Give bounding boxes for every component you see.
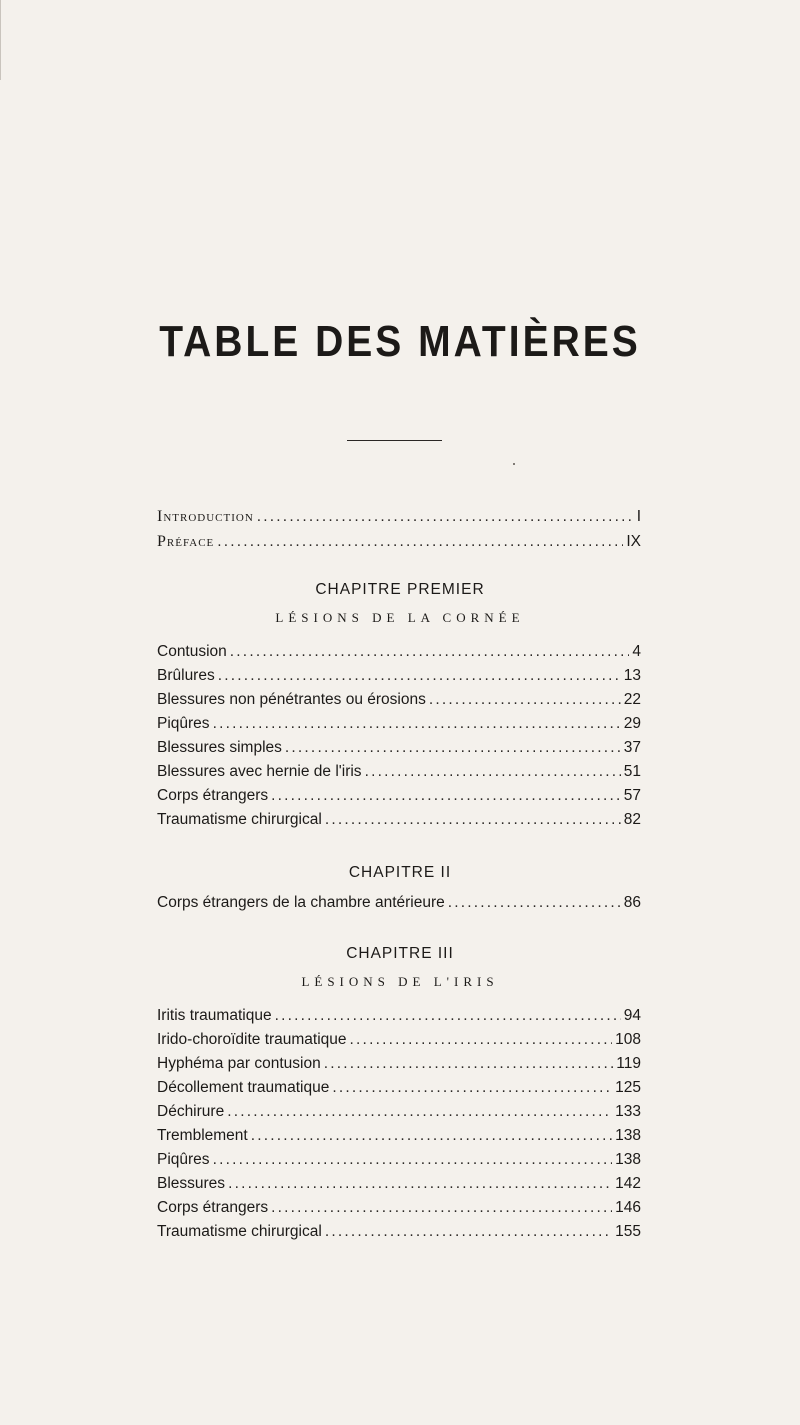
toc-entry-page: IX bbox=[626, 533, 641, 550]
toc-entry[interactable] bbox=[157, 892, 641, 914]
toc-entry-label: Blessures avec hernie de l'iris bbox=[157, 763, 362, 780]
toc-entry-label: Hyphéma par contusion bbox=[157, 1055, 321, 1072]
toc-entry-label: Préface bbox=[157, 533, 215, 550]
toc-entry[interactable] bbox=[157, 1197, 641, 1219]
toc-entry-label: Piqûres bbox=[157, 715, 210, 732]
toc-entry-page: 133 bbox=[615, 1103, 641, 1120]
toc-entry-label: Corps étrangers bbox=[157, 787, 269, 804]
toc-entry[interactable] bbox=[157, 1005, 641, 1027]
dot-leader bbox=[285, 737, 621, 759]
toc-entry[interactable] bbox=[157, 1101, 641, 1123]
toc-entry[interactable] bbox=[157, 1029, 641, 1051]
toc-entry-page: 37 bbox=[623, 739, 641, 756]
toc-entry-page: 29 bbox=[623, 715, 641, 732]
dot-leader bbox=[213, 1149, 613, 1171]
toc-entry[interactable] bbox=[157, 1173, 641, 1195]
toc-entry[interactable] bbox=[157, 809, 641, 831]
toc-entry-label: Blessures non pénétrantes ou érosions bbox=[157, 691, 426, 708]
toc-entry-page: 51 bbox=[623, 763, 641, 780]
dot-leader bbox=[325, 1221, 612, 1243]
toc-entry-label: Piqûres bbox=[157, 1151, 210, 1168]
dot-leader bbox=[213, 713, 621, 735]
toc-entry-introduction[interactable] bbox=[157, 506, 641, 528]
dot-leader bbox=[227, 1101, 612, 1123]
chapter-heading: CHAPITRE II bbox=[348, 864, 452, 881]
toc-entry[interactable] bbox=[157, 785, 641, 807]
toc-entry-page: 138 bbox=[615, 1127, 641, 1144]
toc-entry[interactable] bbox=[157, 1149, 641, 1171]
toc-entry-label: Tremblement bbox=[157, 1127, 248, 1144]
dot-leader bbox=[350, 1029, 613, 1051]
dot-leader bbox=[218, 665, 621, 687]
dot-leader bbox=[230, 641, 630, 663]
toc-entry-label: Brûlures bbox=[157, 667, 215, 684]
chapter-heading: CHAPITRE III bbox=[346, 945, 454, 962]
toc-entry[interactable] bbox=[157, 737, 641, 759]
chapter-subtitle: LÉSIONS DE LA CORNÉE bbox=[275, 610, 525, 625]
page-title: TABLE DES MATIÈRES bbox=[159, 318, 641, 367]
dot-leader bbox=[217, 531, 623, 553]
dot-leader bbox=[429, 689, 621, 711]
toc-entry-page: 138 bbox=[615, 1151, 641, 1168]
dot-leader bbox=[271, 1197, 612, 1219]
toc-entry-page: 13 bbox=[623, 667, 641, 684]
dot-leader bbox=[448, 892, 621, 914]
toc-entry-label: Traumatisme chirurgical bbox=[157, 811, 322, 828]
toc-entry[interactable] bbox=[157, 713, 641, 735]
toc-entry-page: 82 bbox=[623, 811, 641, 828]
dot-leader bbox=[257, 506, 634, 528]
toc-entry-page: I bbox=[636, 508, 641, 525]
toc-entry-page: 86 bbox=[623, 894, 641, 911]
toc-entry-label: Déchirure bbox=[157, 1103, 225, 1120]
toc-entry[interactable] bbox=[157, 689, 641, 711]
toc-entry-label: Iritis traumatique bbox=[157, 1007, 272, 1024]
dot-leader bbox=[325, 809, 621, 831]
toc-entry-label: Contusion bbox=[157, 643, 227, 660]
toc-entry-preface[interactable] bbox=[157, 531, 641, 553]
dot-leader bbox=[271, 785, 621, 807]
print-speck bbox=[513, 463, 515, 465]
toc-entry-page: 108 bbox=[615, 1031, 641, 1048]
toc-entry-page: 22 bbox=[623, 691, 641, 708]
toc-entry-page: 4 bbox=[632, 643, 641, 660]
dot-leader bbox=[332, 1077, 612, 1099]
toc-entry-page: 146 bbox=[615, 1199, 641, 1216]
dot-leader bbox=[275, 1005, 621, 1027]
toc-entry-label: Corps étrangers de la chambre antérieure bbox=[157, 894, 445, 911]
toc-entry-page: 119 bbox=[616, 1055, 641, 1072]
title-divider bbox=[347, 440, 442, 441]
toc-entry-label: Irido-choroïdite traumatique bbox=[157, 1031, 347, 1048]
dot-leader bbox=[365, 761, 621, 783]
toc-entry-label: Traumatisme chirurgical bbox=[157, 1223, 322, 1240]
toc-entry-label: Corps étrangers bbox=[157, 1199, 269, 1216]
toc-entry-page: 94 bbox=[623, 1007, 641, 1024]
toc-entry-label: Blessures bbox=[157, 1175, 226, 1192]
toc-entry[interactable] bbox=[157, 1125, 641, 1147]
toc-entry[interactable] bbox=[157, 665, 641, 687]
chapter-subtitle: LÉSIONS DE L'IRIS bbox=[301, 974, 499, 989]
dot-leader bbox=[228, 1173, 612, 1195]
toc-entry-label: Blessures simples bbox=[157, 739, 282, 756]
toc-entry-page: 57 bbox=[623, 787, 641, 804]
toc-entry[interactable] bbox=[157, 761, 641, 783]
toc-entry[interactable] bbox=[157, 641, 641, 663]
toc-entry-page: 155 bbox=[615, 1223, 641, 1240]
page-edge-mark bbox=[0, 0, 1, 80]
dot-leader bbox=[251, 1125, 612, 1147]
toc-entry[interactable] bbox=[157, 1053, 641, 1075]
toc-entry[interactable] bbox=[157, 1077, 641, 1099]
chapter-heading: CHAPITRE PREMIER bbox=[315, 581, 485, 598]
toc-entry-label: Décollement traumatique bbox=[157, 1079, 330, 1096]
toc-entry-page: 142 bbox=[615, 1175, 641, 1192]
toc-entry[interactable] bbox=[157, 1221, 641, 1243]
toc-entry-label: Introduction bbox=[157, 508, 254, 525]
dot-leader bbox=[324, 1053, 614, 1075]
toc-entry-page: 125 bbox=[615, 1079, 641, 1096]
